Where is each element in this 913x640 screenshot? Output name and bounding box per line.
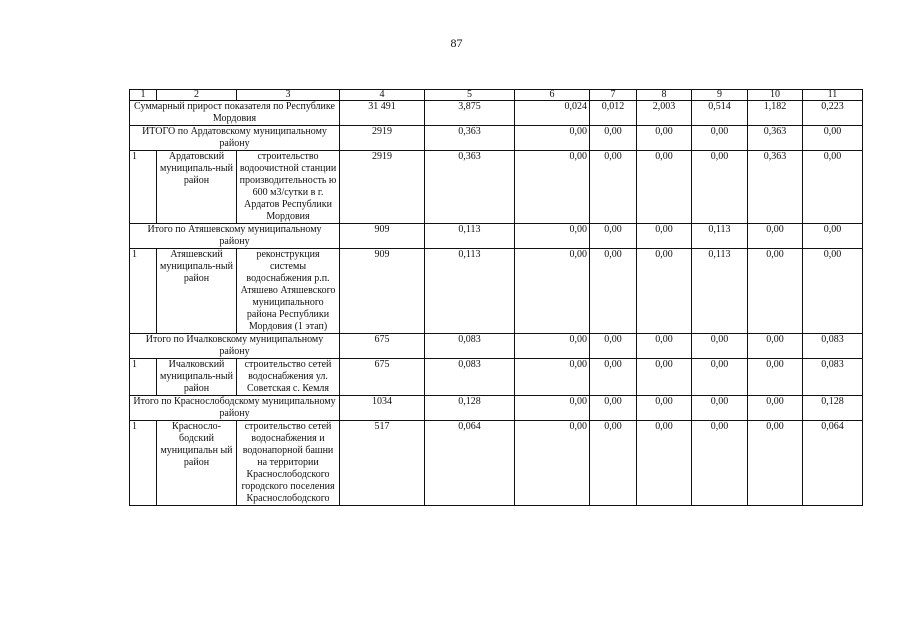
value-cell: 0,363: [748, 126, 803, 151]
district-cell: Атяшевский муниципаль-ный район: [157, 249, 237, 334]
header-cell: 5: [425, 90, 515, 101]
district-cell: Краснослo-бодский муниципальн ый район: [157, 421, 237, 506]
value-cell: 909: [340, 224, 425, 249]
value-cell: 0,064: [803, 421, 863, 506]
value-cell: 675: [340, 359, 425, 396]
group-label: ИТОГО по Ардатовскому муниципальному району: [130, 126, 340, 151]
value-cell: 2919: [340, 126, 425, 151]
group-label: Итого по Атяшевскому муниципальному району: [130, 224, 340, 249]
table-row: [130, 421, 863, 506]
row-number: 1: [130, 151, 157, 224]
group-label: Итого по Краснослободскому муниципальному району: [130, 396, 340, 421]
header-cell: 6: [515, 90, 590, 101]
value-cell: 0,00: [515, 359, 590, 396]
header-cell: 10: [748, 90, 803, 101]
value-cell: 0,00: [637, 396, 692, 421]
value-cell: 0,00: [590, 249, 637, 334]
header-cell: 1: [130, 90, 157, 101]
group-total-row: [130, 224, 863, 249]
value-cell: 0,128: [425, 396, 515, 421]
project-cell: строительство водоочистной станции производительность ю 600 м3/сутки в г. Ардатов Республики Мордовия: [237, 151, 340, 224]
value-cell: 0,00: [637, 224, 692, 249]
group-label: Итого по Ичалковскому муниципальному району: [130, 334, 340, 359]
value-cell: 0,00: [515, 126, 590, 151]
group-total-row: [130, 334, 863, 359]
value-cell: 0,00: [692, 334, 748, 359]
value-cell: 0,083: [425, 359, 515, 396]
value-cell: 0,00: [637, 249, 692, 334]
value-cell: 0,00: [748, 421, 803, 506]
value-cell: 0,00: [515, 151, 590, 224]
value-cell: 0,00: [692, 359, 748, 396]
value-cell: 1,182: [748, 101, 803, 126]
value-cell: 0,00: [515, 396, 590, 421]
value-cell: 0,064: [425, 421, 515, 506]
value-cell: 0,083: [803, 359, 863, 396]
value-cell: 675: [340, 334, 425, 359]
value-cell: 0,00: [515, 249, 590, 334]
value-cell: 2919: [340, 151, 425, 224]
value-cell: 0,00: [590, 396, 637, 421]
value-cell: 0,113: [692, 224, 748, 249]
page-number: 87: [450, 36, 463, 50]
value-cell: 0,00: [637, 334, 692, 359]
value-cell: 517: [340, 421, 425, 506]
value-cell: 0,113: [425, 249, 515, 334]
value-cell: 0,363: [748, 151, 803, 224]
value-cell: 0,00: [515, 421, 590, 506]
value-cell: 0,00: [590, 224, 637, 249]
project-cell: строительство сетей водоснабжения и водонапорной башни на территории Краснослободского городского поселения Краснослободского: [237, 421, 340, 506]
value-cell: 0,00: [590, 359, 637, 396]
value-cell: 0,00: [803, 249, 863, 334]
value-cell: 0,00: [590, 334, 637, 359]
value-cell: 2,003: [637, 101, 692, 126]
table-row: [130, 151, 863, 224]
value-cell: 0,223: [803, 101, 863, 126]
header-cell: 3: [237, 90, 340, 101]
value-cell: 0,00: [692, 396, 748, 421]
group-total-row: [130, 126, 863, 151]
district-cell: Ардатовский муниципаль-ный район: [157, 151, 237, 224]
project-cell: реконструкция системы водоснабжения р.п. Атяшево Атяшевского муниципального района Республики Мордовия (1 этап): [237, 249, 340, 334]
value-cell: 0,00: [748, 224, 803, 249]
value-cell: 0,083: [803, 334, 863, 359]
value-cell: 0,00: [748, 334, 803, 359]
value-cell: 0,024: [515, 101, 590, 126]
value-cell: 0,363: [425, 126, 515, 151]
header-cell: 7: [590, 90, 637, 101]
row-number: 1: [130, 421, 157, 506]
district-cell: Ичалковский муниципаль-ный район: [157, 359, 237, 396]
value-cell: 0,00: [637, 151, 692, 224]
value-cell: 0,00: [590, 151, 637, 224]
value-cell: 1034: [340, 396, 425, 421]
value-cell: 0,00: [803, 224, 863, 249]
total-row: [130, 101, 863, 126]
header-cell: 4: [340, 90, 425, 101]
value-cell: 909: [340, 249, 425, 334]
value-cell: 0,113: [692, 249, 748, 334]
value-cell: 0,00: [515, 224, 590, 249]
row-number: 1: [130, 249, 157, 334]
value-cell: 31 491: [340, 101, 425, 126]
value-cell: 0,00: [590, 126, 637, 151]
data-table: [129, 89, 863, 506]
value-cell: 0,00: [748, 249, 803, 334]
value-cell: 0,083: [425, 334, 515, 359]
header-cell: 9: [692, 90, 748, 101]
total-label: Суммарный прирост показателя по Республике Мордовия: [130, 101, 340, 126]
row-number: 1: [130, 359, 157, 396]
value-cell: 0,00: [515, 334, 590, 359]
value-cell: 0,00: [803, 126, 863, 151]
value-cell: 0,00: [637, 421, 692, 506]
value-cell: 0,00: [637, 126, 692, 151]
value-cell: 0,00: [748, 396, 803, 421]
value-cell: 0,113: [425, 224, 515, 249]
group-total-row: [130, 396, 863, 421]
value-cell: 0,128: [803, 396, 863, 421]
value-cell: 0,363: [425, 151, 515, 224]
value-cell: 0,00: [803, 151, 863, 224]
value-cell: 0,00: [692, 421, 748, 506]
value-cell: 3,875: [425, 101, 515, 126]
header-cell: 11: [803, 90, 863, 101]
project-cell: строительство сетей водоснабжения ул. Советская с. Кемля: [237, 359, 340, 396]
value-cell: 0,00: [590, 421, 637, 506]
value-cell: 0,514: [692, 101, 748, 126]
value-cell: 0,00: [692, 151, 748, 224]
table-row: [130, 359, 863, 396]
header-cell: 2: [157, 90, 237, 101]
value-cell: 0,00: [748, 359, 803, 396]
value-cell: 0,00: [692, 126, 748, 151]
header-row: [130, 90, 863, 101]
table-row: [130, 249, 863, 334]
value-cell: 0,012: [590, 101, 637, 126]
header-cell: 8: [637, 90, 692, 101]
value-cell: 0,00: [637, 359, 692, 396]
